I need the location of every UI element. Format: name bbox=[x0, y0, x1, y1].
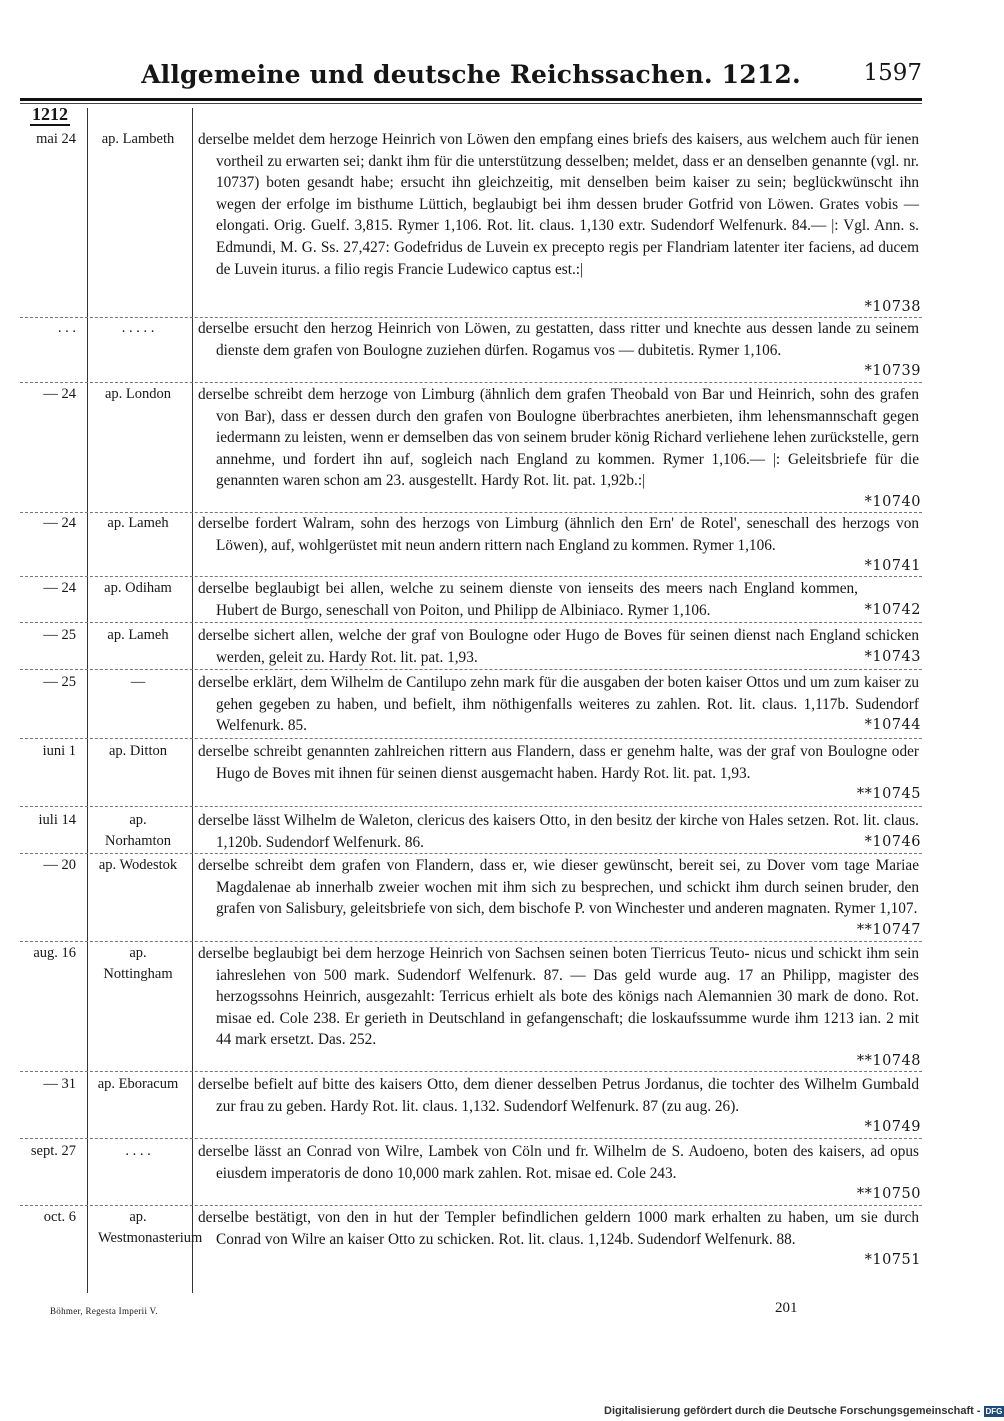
entry-text bbox=[198, 578, 858, 621]
entry-date: iuni 1 bbox=[42, 743, 76, 759]
entry-text bbox=[198, 318, 919, 361]
footer-source: Böhmer, Regesta Imperii V. bbox=[50, 1306, 158, 1316]
entry-text bbox=[198, 129, 919, 280]
entry-text-rest: Heinrich, sohn des grafen von Bar), dass er dessen durch den grafen von Boulogne überbrachtes anerbieten, ihm lehensmannschaft gegen iedermann zu leisten, wenn er demselben das von seinem bruder könig Richard verliehene lehen zurückstelle, gern annehme, und fordert ihn auf, sogleich nach England zu kommen. Rymer 1,106.— |: Geleitsbriefe für die genannten waren schon am 23. ausgestellt. Hardy Rot. lit. pat. 1,92b.:| bbox=[216, 386, 919, 490]
entry-date: — 31 bbox=[43, 1076, 76, 1092]
entry-text-first: derselbe befielt auf bitte des kaisers Otto, dem diener desselben Petrus Jordanus, die tochter bbox=[198, 1076, 775, 1093]
entry-number: *10749 bbox=[864, 1119, 921, 1135]
entry-text bbox=[198, 855, 919, 920]
column-rule-place bbox=[192, 108, 193, 1293]
footer-sheet-number: 201 bbox=[775, 1300, 798, 1316]
entry-text-rest: haben, um sie durch Conrad von Wilre an kaiser Otto zu schicken. Rot. lit. claus. 1,124b. Sudendorf Welfenurk. 88. bbox=[216, 1209, 919, 1248]
entry-date: — 25 bbox=[43, 627, 76, 643]
entry-text-rest: vom tage Mariae Magdalenae ab innerhalb zweier wochen mit ihm sich zu besprechen, und schickt ihm durch seinen bruder, den grafen von Salisbury, geleitsbriefe von sich, dem bischofe P. von Winchester und anderen magnaten. Rymer 1,107. bbox=[216, 857, 919, 918]
entry-place: ap. Westmonasterium bbox=[98, 1209, 203, 1246]
entry-date: oct. 6 bbox=[43, 1209, 76, 1225]
entry-place: ap. Lameh bbox=[107, 627, 169, 643]
entry-number: **10745 bbox=[856, 786, 921, 802]
entry-text-first: derselbe schreibt dem herzoge von Limburg (ähnlich dem grafen Theobald von Bar und bbox=[198, 386, 753, 403]
page-header bbox=[20, 48, 922, 98]
entry-date: iuli 14 bbox=[38, 812, 76, 828]
entry-text bbox=[198, 943, 919, 1051]
entry-text bbox=[198, 1074, 919, 1117]
dfg-credit-text: Digitalisierung gefördert durch die Deutsche Forschungsgemeinschaft - bbox=[604, 1405, 981, 1417]
entry-place: ap. Ditton bbox=[109, 743, 167, 759]
entry-text bbox=[198, 741, 919, 784]
entry-place: ap. Lambeth bbox=[101, 131, 175, 147]
entry-divider bbox=[20, 941, 922, 942]
entry-text-first: derselbe beglaubigt bei dem herzoge Heinrich von Sachsen seinen boten Tierricus Teuto- bbox=[198, 945, 750, 962]
entry-date: — 25 bbox=[43, 674, 76, 690]
entry-number: **10750 bbox=[856, 1186, 921, 1202]
entry-text bbox=[198, 513, 919, 556]
year-label: 1212 bbox=[32, 104, 68, 124]
entry-text-rest: welchem auch für ienen vortheil zu erwarten sei; dankt ihm für die unterstützung desselben; meldet, dass er an denselben genannte (vgl. nr. 10737) boten gesandt habe; ersucht ihn gleichzeitig, mit denselben beim kaiser zu sein; beglückwünscht ihn wegen der erfolge im bisthume Lüttich, beglaubigt bei ihm dessen bruder Gotfrid von Löwen. Grates vobis — elongati. Orig. Guelf. 3,815. Rymer 1,106. Rot. lit. claus. 1,130 extr. Sudendorf Welfenurk. 84.— |: Vgl. Ann. s. Edmundi, M. G. Ss. 27,427: Godefridus de Luvein ex precepto regis per Flandriam latenter iter faciens, ad ducem de Luvein iturus. a filio regis Francie Ludewico captus est.:| bbox=[216, 131, 919, 278]
entry-date: sept. 27 bbox=[30, 1143, 76, 1159]
entry-number: **10747 bbox=[856, 922, 921, 938]
header-rule bbox=[20, 98, 922, 101]
entry-text bbox=[198, 672, 919, 737]
entry-text-rest: Hales setzen. Rot. lit. claus. 1,120b. Sudendorf Welfenurk. 86. bbox=[216, 812, 919, 851]
dfg-logo: DFG bbox=[985, 1406, 1003, 1416]
entry-place: ap. Nottingham bbox=[103, 945, 173, 982]
entry-number: *10744 bbox=[864, 717, 921, 733]
entry-number: *10751 bbox=[864, 1252, 921, 1268]
entry-number: *10738 bbox=[864, 299, 921, 315]
entry-place: ap. Lameh bbox=[107, 515, 169, 531]
entry-text-first: derselbe fordert Walram, sohn des herzogs von Limburg (ähnlich den Ern' de Rotel', seneschall bbox=[198, 515, 810, 532]
entry-text bbox=[198, 810, 919, 853]
entry-divider bbox=[20, 576, 922, 577]
entry-text-first: derselbe schreibt genannten zahlreichen rittern aus Flandern, dass er genehm halte, was der bbox=[198, 743, 767, 760]
entry-date: — 24 bbox=[43, 386, 76, 402]
entry-number: *10740 bbox=[864, 494, 921, 510]
entry-number: *10739 bbox=[864, 363, 921, 379]
entry-number: **10748 bbox=[856, 1053, 921, 1069]
entry-text-rest: lande zu seinem dienste dem grafen von Boulogne zuziehen dürfen. Rogamus vos — dubitetis. Rymer 1,106. bbox=[216, 320, 919, 359]
entry-text-first: derselbe erklärt, dem Wilhelm de Cantilupo zehn mark für die ausgaben der boten kaiser Ottos bbox=[198, 674, 780, 691]
entry-divider bbox=[20, 669, 922, 670]
entry-date: aug. 16 bbox=[33, 945, 76, 961]
entry-divider bbox=[20, 738, 922, 739]
page-number: 1597 bbox=[863, 60, 922, 86]
page-title: Allgemeine und deutsche Reichssachen. 1212. bbox=[141, 60, 801, 89]
entry-place: ap. Eboracum bbox=[97, 1076, 179, 1092]
entry-text-rest: graf von Boulogne oder Hugo de Boves mit ihnen für seinen dienst ausgemacht haben. Hardy Rot. lit. pat. 1,93. bbox=[216, 743, 919, 782]
entry-text-rest: nicus und schickt ihm sein iahreslehen von 500 mark. Sudendorf Welfenurk. 87. — Das geld wurde aug. 17 an Philipp, magister des herzogssohns Heinrich, ausgezahlt: Terricus erhielt als bote des königs nach Alemannien 30 mark de dono. Rot. misae ed. Cole 238. Er gerieth in Deutschland in gefangenschaft; die loskaufssumme wurde ihm 1213 ian. 2 mit 44 mark ersetzt. Das. 252. bbox=[216, 945, 919, 1049]
entry-number: *10746 bbox=[864, 834, 921, 850]
entry-text-rest: des herzogs von Löwen), auf, wohlgerüstet mit neun andern rittern nach England zu kommen. Rymer 1,106. bbox=[216, 515, 920, 554]
entry-text-rest: des kaisers, ad opus eiusdem imperatoris de dono 10,000 mark zahlen. Rot. misae ed. Cole 243. bbox=[216, 1143, 919, 1182]
entry-place: ap. Wodestok bbox=[98, 857, 178, 873]
entry-place: ap. Norhamton bbox=[104, 812, 172, 849]
entry-text-rest: und um zum kaiser zu gehen gegeben zu haben, und befielt, ihm nöthigenfalls weiteres zu zahlen. Rot. lit. claus. 1,117b. Sudendorf Welfenurk. 85. bbox=[216, 674, 920, 735]
entry-place: . . . . bbox=[125, 1143, 151, 1159]
entry-divider bbox=[20, 1205, 922, 1206]
dfg-credit bbox=[604, 1405, 1004, 1417]
entry-text bbox=[198, 1141, 919, 1184]
entry-divider bbox=[20, 1071, 922, 1072]
entry-text-first: derselbe ersucht den herzog Heinrich von Löwen, zu gestatten, dass ritter und knechte aus dessen bbox=[198, 320, 813, 337]
header-rule-thin bbox=[20, 103, 922, 104]
entry-divider bbox=[20, 853, 922, 854]
entry-number: *10741 bbox=[864, 558, 921, 574]
entry-text-first: derselbe meldet dem herzoge Heinrich von Löwen den empfang eines briefs des kaisers, aus bbox=[198, 131, 768, 148]
entry-divider bbox=[20, 1138, 922, 1139]
entry-divider bbox=[20, 622, 922, 623]
entry-text-first: derselbe schreibt dem grafen von Flandern, dass er, wie dieser gewünscht, bereit sei, zu Dover bbox=[198, 857, 806, 874]
entry-number: *10742 bbox=[864, 602, 921, 618]
entry-text-first: derselbe lässt an Conrad von Wilre, Lambek von Cöln und fr. Wilhelm de S. Audoeno, boten bbox=[198, 1143, 788, 1160]
entry-text bbox=[198, 625, 919, 668]
entry-place: . . . . . bbox=[121, 320, 155, 336]
entry-divider bbox=[20, 382, 922, 383]
entry-text-rest: des Wilhelm Gumbald zur frau zu geben. Hardy Rot. lit. claus. 1,132. Sudendorf Welfenurk. 87 (zu aug. 26). bbox=[216, 1076, 919, 1115]
entry-text-first: derselbe sichert allen, welche der graf von Boulogne oder Hugo de Boves für seinen dienst nach bbox=[198, 627, 805, 644]
entry-date: — 24 bbox=[43, 580, 76, 596]
entry-date: — 24 bbox=[43, 515, 76, 531]
entry-text bbox=[198, 384, 919, 492]
entry-text-first: derselbe lässt Wilhelm de Waleton, clericus des kaisers Otto, in den besitz der kirche von bbox=[198, 812, 745, 829]
entry-date: — 20 bbox=[43, 857, 76, 873]
column-rule-date bbox=[87, 108, 88, 1293]
entry-text-rest: England schicken werden, geleit zu. Hardy Rot. lit. pat. 1,93. bbox=[216, 627, 919, 666]
entry-date: . . . bbox=[57, 320, 76, 336]
entry-text-rest: kommen, Hubert de Burgo, seneschall von Poiton, und Philipp de Albiniaco. Rymer 1,106. bbox=[216, 580, 858, 619]
entry-place: ap. London bbox=[104, 386, 172, 402]
entry-date: mai 24 bbox=[36, 131, 76, 147]
entry-text-first: derselbe beglaubigt bei allen, welche zu seinem dienste von ienseits des meers nach England bbox=[198, 580, 795, 597]
entry-divider bbox=[20, 806, 922, 807]
entry-text-first: derselbe bestätigt, von den in hut der Templer befindlichen geldern 1000 mark erhalten zu bbox=[198, 1209, 782, 1226]
entry-place: ap. Odiham bbox=[104, 580, 172, 596]
entry-text bbox=[198, 1207, 919, 1250]
entry-number: *10743 bbox=[864, 649, 921, 665]
entry-place: — bbox=[130, 674, 146, 690]
